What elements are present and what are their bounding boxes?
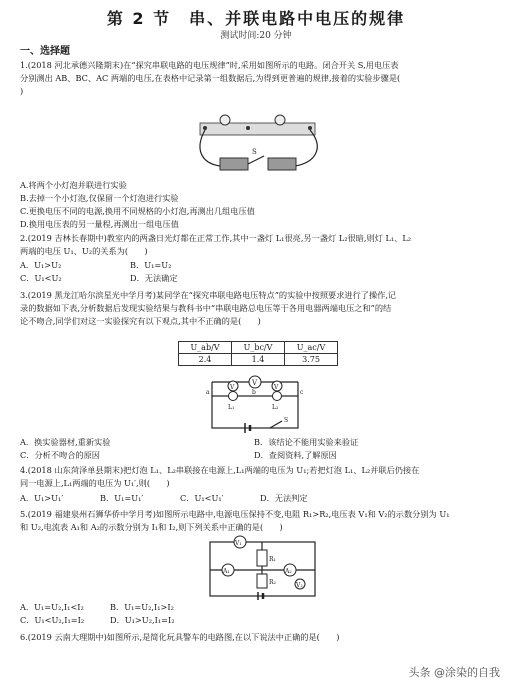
- q3-voltmeter-1-label: V: [230, 384, 235, 391]
- table-cell: 1.4: [232, 354, 285, 366]
- q2-line1: 2.(2019 吉林长春期中)教室内的两盏日光灯都在正常工作,其中一盏灯 L₁很亮,另一盏灯 L₂很暗,则灯 L₁、L₂: [20, 233, 412, 243]
- q4-line1: 4.(2018 山东菏泽单县期末)把灯泡 L₁、L₂串联接在电源上,L₁两端的电压为 U₁;若把灯泡 L₁、L₂并联后仍接在: [20, 465, 420, 475]
- q4-line2: 同一电源上,L₁两端的电压为 U₁′,则( ): [20, 478, 170, 488]
- q1-terminal: [246, 126, 250, 130]
- table-header-cell: U_bc/V: [232, 342, 285, 354]
- q3-line2: 录的数据如下表,分析数据后发现实验结果与教科书中“串联电路总电压等于各用电器两端电压之和”的结: [20, 303, 392, 313]
- q3-lamp-1: [229, 392, 238, 401]
- q5-ammeter-2-label: A₂: [285, 568, 292, 575]
- q5-resistor-2: [257, 574, 267, 588]
- q1-switch: [248, 156, 264, 164]
- q5-option-c[interactable]: C．U₁<U₂,I₁=I₂: [20, 615, 85, 625]
- q4-option-b[interactable]: B．U₁=U₁′: [100, 493, 144, 503]
- table-cell: 2.4: [179, 354, 232, 366]
- q3-option-c[interactable]: C．分析不吻合的原因: [20, 450, 100, 460]
- q5-resistor-2-label: R₂: [269, 579, 276, 586]
- q1-battery: [268, 158, 296, 170]
- q5-resistor-1-label: R₁: [269, 556, 276, 563]
- q2-option-d[interactable]: D．无法确定: [130, 273, 178, 283]
- q4-option-c[interactable]: C．U₁<U₁′: [180, 493, 224, 503]
- q3-node-a: a: [206, 389, 210, 396]
- q3-switch: [270, 421, 282, 428]
- q4-option-d[interactable]: D．无法判定: [260, 493, 308, 503]
- q1-line2: 分别测出 AB、BC、AC 两端的电压,在表格中记录第一组数据后,为得到更普遍的规律,接着的实验步骤是(: [20, 73, 401, 83]
- q5-option-a[interactable]: A．U₁=U₂,I₁<I₂: [20, 602, 84, 612]
- watermark: 头条 @涂染的自我: [408, 666, 500, 679]
- table-header-cell: U_ab/V: [179, 342, 232, 354]
- q2-option-c[interactable]: C．U₁<U₂: [20, 273, 62, 283]
- q4-option-a[interactable]: A．U₁>U₁′: [20, 493, 64, 503]
- q5-voltmeter-1-label: V₁: [235, 540, 242, 547]
- table-header-row: [179, 342, 338, 354]
- q3-line3: 论不吻合,同学们对这一实验探究有以下观点,其中不正确的是( ): [20, 316, 261, 326]
- q2-option-a[interactable]: A．U₁>U₂: [20, 260, 62, 270]
- q1-option-a[interactable]: A.将两个小灯泡并联进行实验: [20, 180, 127, 190]
- q5-option-b[interactable]: B．U₁=U₂,I₁>I₂: [110, 602, 174, 612]
- q5-voltmeter-2-label: V₂: [296, 582, 303, 589]
- q5-option-d[interactable]: D．U₁>U₂,I₁=I₂: [110, 615, 175, 625]
- q5-circuit-figure: [200, 534, 325, 600]
- q2-line2: 两端的电压 U₁、U₂的关系为( ): [20, 246, 148, 256]
- table-header-cell: U_ac/V: [285, 342, 338, 354]
- q3-node-b: b: [252, 389, 256, 396]
- q3-lamp-2-label: L₂: [272, 404, 279, 411]
- q1-terminal: [203, 126, 207, 130]
- q1-line3: ): [20, 86, 24, 96]
- q5-ammeter-1-label: A₁: [223, 568, 230, 575]
- q5-resistor-1: [257, 550, 267, 566]
- q1-bulb-2: [275, 115, 285, 125]
- q3-data-table: [178, 341, 338, 366]
- q3-line1: 3.(2019 黑龙江哈尔滨星光中学月考)某同学在“探究串联电路电压特点”的实验中按照要求进行了操作,记: [20, 290, 397, 300]
- q1-terminal: [308, 126, 312, 130]
- q1-option-b[interactable]: B.去掉一个小灯泡,仅保留一个灯泡进行实验: [20, 193, 179, 203]
- q1-circuit-figure: [190, 108, 330, 173]
- q3-voltmeter-top-label: V: [252, 379, 258, 387]
- q3-lamp-1-label: L₁: [228, 404, 235, 411]
- q1-bulb-1: [220, 115, 230, 125]
- q3-option-a[interactable]: A．换实验器材,重新实验: [20, 437, 111, 447]
- q5-line2: 和 U₂,电流表 A₁和 A₂的示数分别为 I₁和 I₂,则下列关系中正确的是( ): [20, 522, 283, 532]
- table-cell: 3.75: [285, 354, 338, 366]
- q5-line1: 5.(2019 福建泉州石狮华侨中学月考)如图所示电路中,电源电压保持不变,电阻 R₁>R₂,电压表 V₁和 V₂的示数分别为 U₁: [20, 509, 450, 519]
- q6-line1: 6.(2019 云南大理期中)如图所示,是简化玩具警车的电路图,在以下说法中正确的是( ): [20, 632, 340, 642]
- q3-switch-label: S: [284, 417, 289, 424]
- q1-option-d[interactable]: D.换用电压表的另一量程,再测出一组电压值: [20, 219, 179, 229]
- q1-line1: 1.(2018 河北承德兴隆期末)在“探究串联电路的电压规律”时,采用如图所示的电路。闭合开关 S,用电压表: [20, 60, 399, 70]
- q1-option-c[interactable]: C.更换电压不同的电源,换用不同规格的小灯泡,再测出几组电压值: [20, 206, 255, 216]
- q3-option-d[interactable]: D．查阅资料,了解原因: [254, 450, 337, 460]
- q2-option-b[interactable]: B．U₁=U₂: [130, 260, 172, 270]
- table-row: [179, 354, 338, 366]
- test-time: 测试时间:20 分钟: [220, 31, 292, 41]
- q1-switch-label: S: [252, 148, 257, 156]
- q3-voltmeter-2-label: V: [274, 384, 279, 391]
- q1-battery: [220, 158, 248, 170]
- q3-lamp-2: [273, 392, 282, 401]
- q3-option-b[interactable]: B．该结论不能用实验来验证: [254, 437, 359, 447]
- q3-node-c: c: [300, 389, 304, 396]
- q3-circuit-figure: [200, 372, 310, 434]
- section-heading: 一、选择题: [20, 46, 70, 57]
- q1-board: [200, 123, 315, 135]
- page-title: 第 2 节 串、并联电路中电压的规律: [106, 9, 406, 28]
